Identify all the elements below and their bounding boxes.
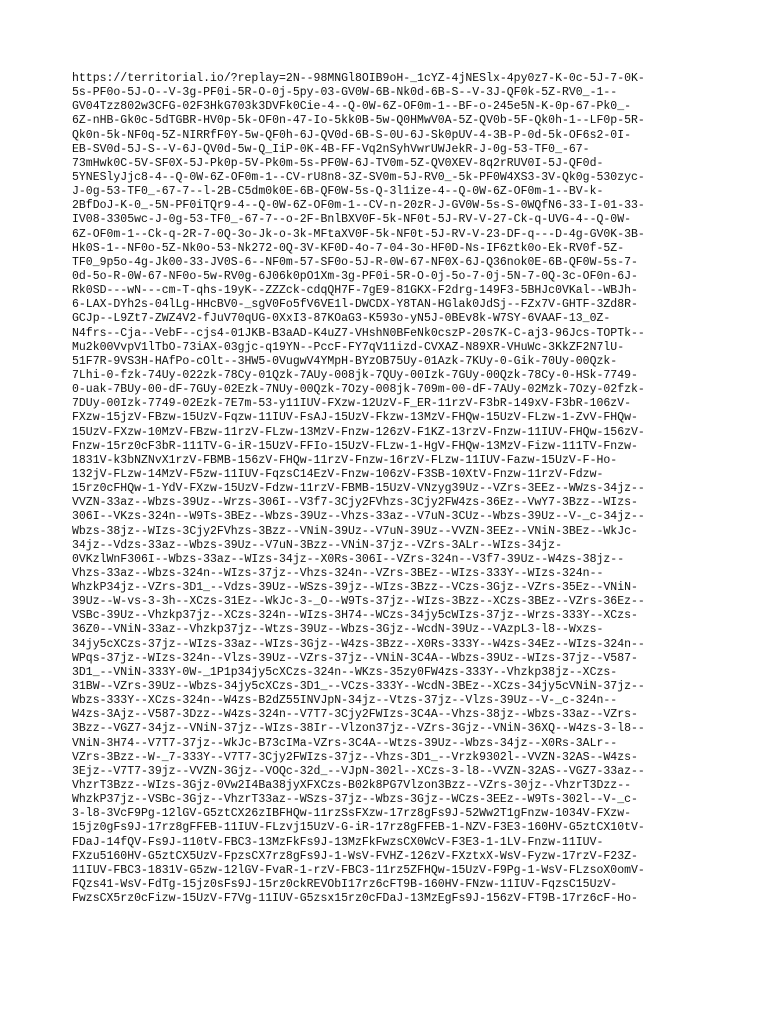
text-line: 36Z0--VNiN-33az--Vhzkp37jz--Wtzs-39Uz--Wbzs-3Gjz--WcdN-39Uz--VAzpL3-l8--Wxzs- (72, 623, 604, 637)
text-line: 6-LAX-DYh2s-04lLg-HHcBV0-_sgV0Fo5fV6VE1l-DWCDX-Y8TAN-HGlak0JdSj--FZx7V-GHTF-3Zd8R- (72, 298, 638, 312)
text-line: 0d-5o-R-0W-67-NF0o-5w-RV0g-6J06k0pO1Xm-3g-PF0i-5R-O-0j-5o-7-0j-5N-7-0Q-3c-OF0n-6J- (72, 269, 638, 283)
text-line: GV04Tzz802w3CFG-02F3HkG703k3DVFk0Cie-4--Q-0W-6Z-OF0m-1--BF-o-245e5N-K-0p-67-Pk0_- (72, 100, 631, 114)
text-line: FwzsCX5rz0cFizw-15UzV-F7Vg-11IUV-G5zsx15rz0cFDaJ-13MzEgFs9J-156zV-FT9B-17rz6cF-Ho- (72, 892, 638, 906)
text-line: 34jy5cXCzs-37jz--WIzs-33az--WIzs-3Gjz--W4zs-3Bzz--X0Rs-333Y--W4zs-34Ez--WIzs-324n-- (72, 637, 645, 651)
text-line: Rk0SD---wN---cm-T-qhs-19yK--ZZZck-cdqQH7F-7gE9-81GKX-F2drg-149F3-5BHJc0VKal--WBJh- (72, 284, 638, 298)
text-line: 7Lhi-0-fzk-74Uy-022zk-78Cy-01Qzk-7AUy-008jk-7QUy-00Izk-7GUy-00Qzk-78Cy-0-HSk-7749- (72, 368, 638, 382)
text-line: W4zs-3Ajz--V587-3Dzz--W4zs-324n--V7T7-3Cjy2FWIzs-3C4A--Vhzs-38jz--Wbzs-33az--VZrs- (72, 708, 638, 722)
text-line: 306I--VKzs-324n--W9Ts-3BEz--Wbzs-39Uz--Vhzs-33az--V7uN-3CUz--Wbzs-39Uz--V-_c-34jz-- (72, 510, 645, 524)
text-line: FXzu5160HV-G5ztCX5UzV-FpzsCX7rz8gFs9J-1-WsV-FVHZ-126zV-FXztxX-WsV-Fyzw-17rzV-F23Z- (72, 849, 638, 863)
text-line: N4frs--Cja--VebF--cjs4-01JKB-B3aAD-K4uZ7-VHshN0BFeNk0cszP-20s7K-C-aj3-96Jcs-TOPTk-- (72, 326, 645, 340)
text-line: VZrs-3Bzz--W-_7-333Y--V7T7-3Cjy2FWIzs-37jz--Vhzs-3D1_--Vrzk9302l--VVZN-32AS--W4zs- (72, 750, 638, 764)
text-line: 15rz0cFHQw-1-YdV-FXzw-15UzV-Fdzw-11rzV-FBMB-15UzV-VNzyg39Uz--VZrs-3EEz--WWzs-34jz-- (72, 482, 645, 496)
text-line: Vhzs-33az--Wbzs-324n--WIzs-37jz--Vhzs-324n--VZrs-3BEz--WIzs-333Y--WIzs-324n-- (72, 566, 604, 580)
text-line: FQzs41-WsV-FdTg-15jz0sFs9J-15rz0ckREVObI17rz6cFT9B-160HV-FNzw-11IUV-FqzsC15UzV- (72, 878, 618, 892)
text-line: FDaJ-14fQV-Fs9J-110tV-FBC3-13MzFkFs9J-13MzFkFwzsCX0WcV-F3E3-1-1LV-Fnzw-11IUV- (72, 835, 604, 849)
text-line: VVZN-33az--Wbzs-39Uz--Wrzs-306I--V3f7-3Cjy2FVhzs-3Cjy2FW4zs-36Ez--VwY7-3Bzz--WIzs- (72, 496, 638, 510)
text-line: 3Ejz--V7T7-39jz--VVZN-3Gjz--VOQc-32d_--VJpN-302l--XCzs-3-l8--VVZN-32AS--VGZ7-33az-- (72, 764, 645, 778)
text-line: 0VKzlWnF306I--Wbzs-33az--WIzs-34jz--X0Rs-306I--VZrs-324n--V3f7-39Uz--W4zs-38jz-- (72, 552, 625, 566)
text-line: GCJp--L9Zt7-ZWZ4V2-fJuV70qUG-0XxI3-87KOaG3-K593o-yN5J-0BEv8k-W7SY-6VAAF-13_0Z- (72, 312, 611, 326)
text-line: 6Z-nHB-Gk0c-5dTGBR-HV0p-5k-OF0n-47-Io-5kk0B-5w-Q0HMwV0A-5Z-QV0b-5F-Qk0h-1--LF0p-5R- (72, 114, 645, 128)
text-line: WhzkP37jz--VSBc-3Gjz--VhzrT33az--WSzs-37jz--Wbzs-3Gjz--WCzs-3EEz--W9Ts-302l--V-_c- (72, 793, 638, 807)
text-line: EB-SV0d-5J-S--V-6J-QV0d-5w-Q_IiP-0K-4B-FF-Vq2nSyhVwrUWJekR-J-0g-53-TF0_-67- (72, 142, 590, 156)
text-line: 3D1_--VNiN-333Y-0W-_1P1p34jy5cXCzs-324n--WKzs-35zy0FW4zs-333Y--Vhzkp38jz--XCzs- (72, 665, 618, 679)
text-line: 39Uz--W-vs-3-3h--XCzs-31Ez--WkJc-3-_O--W9Ts-37jz--WIzs-3Bzz--XCzs-3BEz--VZrs-36Ez-- (72, 595, 645, 609)
text-line: 5YNESlyJjc8-4--Q-0W-6Z-OF0m-1--CV-rU8n8-3Z-SV0m-5J-RV0_-5k-PF0W4XS3-3V-Qk0g-530zyc- (72, 170, 645, 184)
text-line: 51F7R-9VS3H-HAfPo-cOlt--3HW5-0VugwV4YMpH-BYzOB75Uy-01Azk-7KUy-0-Gik-70Uy-00Qzk- (72, 354, 618, 368)
text-line: 2BfDoJ-K-0_-5N-PF0iTQr9-4--Q-0W-6Z-OF0m-1--CV-n-20zR-J-GV0W-5s-S-0WQfN6-33-I-01-33- (72, 199, 645, 213)
text-line: 0-uak-7BUy-00-dF-7GUy-02Ezk-7NUy-00Qzk-7Ozy-008jk-709m-00-dF-7AUy-02Mzk-7Ozy-02fzk- (72, 383, 645, 397)
text-line: 73mHwk0C-5V-SF0X-5J-Pk0p-5V-Pk0m-5s-PF0W-6J-TV0m-5Z-QV0XEV-8q2rRUV0I-5J-QF0d- (72, 156, 604, 170)
text-line: VhzrT3Bzz--WIzs-3Gjz-0Vw2I4Ba38jyXFXCzs-B02k8PG7Vlzon3Bzz--VZrs-30jz--VhzrT3Dzz-- (72, 779, 631, 793)
text-line: FXzw-15jzV-FBzw-15UzV-Fqzw-11IUV-FsAJ-15UzV-Fkzw-13MzV-FHQw-15UzV-FLzw-1-ZvV-FHQw- (72, 411, 638, 425)
text-line: 6Z-OF0m-1--Ck-q-2R-7-0Q-3o-Jk-o-3k-MFtaXV0F-5k-NF0t-5J-RV-V-23-DF-q---D-4g-GV0K-3B- (72, 227, 645, 241)
text-line: https://territorial.io/?replay=2N--98MNGl8OIB9oH-_1cYZ-4jNESlx-4py0z7-K-0c-5J-7-0K- (72, 72, 645, 85)
text-line: 15jz0gFs9J-17rz8gFFEB-11IUV-FLzvj15UzV-G-iR-17rz8gFFEB-1-NZV-F3E3-160HV-G5ztCX10tV- (72, 821, 645, 835)
text-line: WPqs-37jz--WIzs-324n--Vlzs-39Uz--VZrs-37jz--VNiN-3C4A--Wbzs-39Uz--WIzs-37jz--V587- (72, 651, 638, 665)
replay-url-text (72, 72, 702, 906)
text-line: 31BW--VZrs-39Uz--Wbzs-34jy5cXCzs-3D1_--VCzs-333Y--WcdN-3BEz--XCzs-34jy5cVNiN-37jz-- (72, 680, 645, 694)
text-line: 3-l8-3VcF9Pg-12lGV-G5ztCX26zIBFHQw-11rzSsFXzw-17rz8gFs9J-52Ww2T1gFnzw-1034V-FXzw- (72, 807, 631, 821)
text-line: VNiN-3H74--V7T7-37jz--WkJc-B73cIMa-VZrs-3C4A--Wtzs-39Uz--Wbzs-34jz--X0Rs-3ALr-- (72, 736, 618, 750)
text-line: 11IUV-FBC3-1831V-G5zw-12lGV-FvaR-1-rzV-FBC3-11rz5ZFHQw-15UzV-F9Pg-1-WsV-FLzsoX0omV- (72, 863, 645, 877)
text-line: Mu2k00VvpV1lTbO-73iAX-03gjc-q19YN--PccF-FY7qV11izd-CVXAZ-N89XR-VHuWc-3KkZF2N7lU- (72, 340, 625, 354)
text-line: 15UzV-FXzw-10MzV-FBzw-11rzV-FLzw-13MzV-Fnzw-126zV-F1KZ-13rzV-Fnzw-11IUV-FHQw-156zV- (72, 425, 645, 439)
text-line: Wbzs-38jz--WIzs-3Cjy2FVhzs-3Bzz--VNiN-39Uz--V7uN-39Uz--VVZN-3EEz--VNiN-3BEz--WkJc- (72, 524, 638, 538)
text-line: Fnzw-15rz0cF3bR-111TV-G-iR-15UzV-FFIo-15UzV-FLzw-1-HgV-FHQw-13MzV-Fizw-111TV-Fnzw- (72, 439, 638, 453)
text-line: 7DUy-00Izk-7749-02Ezk-7E7m-53-y11IUV-FXzw-12UzV-F_ER-11rzV-F3bR-149xV-F3bR-106zV- (72, 397, 631, 411)
text-line: 3Bzz--VGZ7-34jz--VNiN-37jz--WIzs-38Ir--Vlzon37jz--VZrs-3Gjz--VNiN-36XQ--W4zs-3-l8-- (72, 722, 645, 736)
text-line: Hk0S-1--NF0o-5Z-Nk0o-53-Nk272-0Q-3V-KF0D-4o-7-04-3o-HF0D-Ns-IF6ztk0o-Ek-RV0f-5Z- (72, 241, 625, 255)
text-line: VSBc-39Uz--Vhzkp37jz--XCzs-324n--WIzs-3H74--WCzs-34jy5cWIzs-37jz--Wrzs-333Y--XCzs- (72, 609, 638, 623)
text-line: TF0_9p5o-4g-Jk00-33-JV0S-6--NF0m-57-SF0o-5J-R-0W-67-NF0X-6J-Q36nok0E-6B-QF0W-5s-7- (72, 255, 638, 269)
text-line: Wbzs-333Y--XCzs-324n--W4zs-B2dZ55INVJpN-34jz--Vtzs-37jz--Vlzs-39Uz--V-_c-324n-- (72, 694, 618, 708)
text-line: 5s-PF0o-5J-O--V-3g-PF0i-5R-O-0j-5py-03-GV0W-6B-Nk0d-6B-S--V-3J-QF0k-5Z-RV0_-1-- (72, 86, 618, 100)
text-line: IV08-3305wc-J-0g-53-TF0_-67-7--o-2F-BnlBXV0F-5k-NF0t-5J-RV-V-27-Ck-q-UVG-4--Q-0W- (72, 213, 631, 227)
text-line: 34jz--Vdzs-33az--Wbzs-39Uz--V7uN-3Bzz--VNiN-37jz--VZrs-3ALr--WIzs-34jz- (72, 538, 562, 552)
text-line: J-0g-53-TF0_-67-7--l-2B-C5dm0k0E-6B-QF0W-5s-Q-3l1ize-4--Q-0W-6Z-OF0m-1--BV-k- (72, 185, 604, 199)
text-line: 1831V-k3bNZNvX1rzV-FBMB-156zV-FHQw-11rzV-Fnzw-16rzV-FLzw-11IUV-Fazw-15UzV-F-Ho- (72, 453, 618, 467)
text-line: 132jV-FLzw-14MzV-F5zw-11IUV-FqzsC14EzV-Fnzw-106zV-F3SB-10XtV-Fnzw-11rzV-Fdzw- (72, 467, 604, 481)
text-line: WhzkP34jz--VZrs-3D1_--Vdzs-39Uz--WSzs-39jz--WIzs-3Bzz--VCzs-3Gjz--VZrs-35Ez--VNiN- (72, 581, 638, 595)
text-line: Qk0n-5k-NF0q-5Z-NIRRfF0Y-5w-QF0h-6J-QV0d-6B-S-0U-6J-Sk0pUV-4-3B-P-0d-5k-OF6s2-0I- (72, 128, 631, 142)
